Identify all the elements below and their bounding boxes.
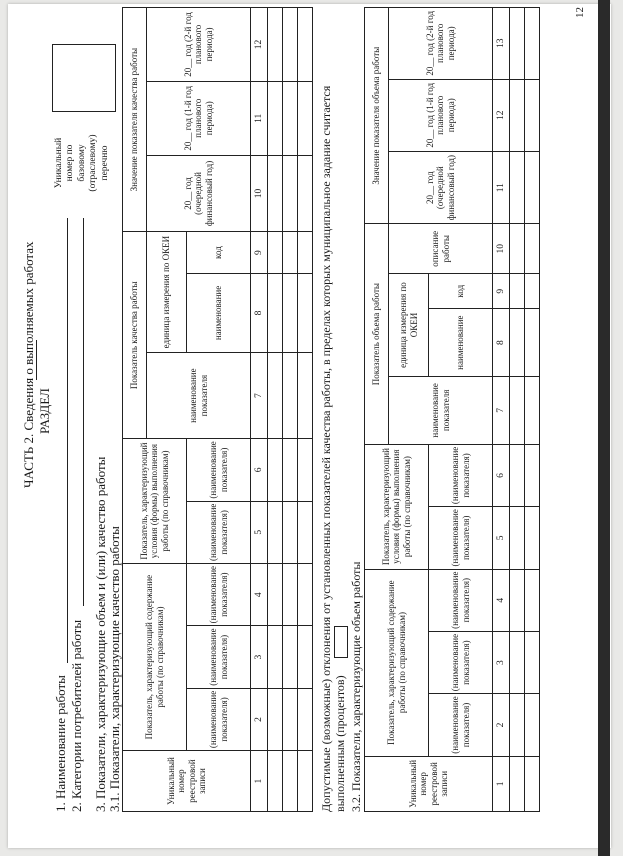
column-number: 12: [493, 79, 510, 151]
column-number: 11: [493, 151, 510, 224]
col-quality-indicator: Показатель качества работы: [123, 232, 147, 439]
column-number: 2: [251, 688, 268, 750]
scanned-page: [8, 4, 611, 848]
col-unit-name: наименование: [429, 309, 493, 377]
column-number: 8: [251, 273, 268, 352]
quality-table: [122, 7, 313, 812]
col-year-1: 20__ год (очередной финансовый год): [389, 151, 493, 224]
column-number: 6: [493, 444, 510, 506]
column-number: 3: [251, 626, 268, 688]
col-content-indicator: Показатель, характеризующий содержание работы (по справочникам): [365, 569, 429, 756]
deviation-text-2: выполненным (процентов): [333, 675, 347, 812]
table-row: [510, 8, 525, 812]
table-row: [525, 8, 540, 812]
consumer-category-line: [83, 218, 84, 606]
column-number: 9: [251, 232, 268, 274]
column-number: 6: [251, 439, 268, 501]
work-name-line: [67, 218, 68, 663]
scan-edge: [598, 0, 610, 856]
section-label: РАЗДЕЛ: [37, 388, 52, 434]
column-number: 1: [251, 751, 268, 812]
col-conditions-indicator: Показатель, характеризующий условия (формы) выполнения работы (по справочникам): [365, 444, 429, 569]
part-title: ЧАСТЬ 2. Сведения о выполняемых работах: [21, 241, 36, 488]
col-unit-name: наименование: [187, 273, 251, 352]
col-quality-value: Значение показателя качества работы: [123, 8, 147, 232]
rotated-content: [8, 4, 611, 848]
column-number: 4: [251, 563, 268, 625]
column-number: 13: [493, 8, 510, 80]
col-indicator-name: наименование показателя: [147, 353, 251, 439]
col-okei-unit: единица измерения по ОКЕИ: [389, 274, 429, 377]
col-unique-number: Уникальный номер реестровой записи: [365, 756, 493, 811]
col-sub-indicator: (наименование показателя): [429, 631, 493, 693]
section31-title: 3.1. Показатели, характеризующие качество работы: [107, 526, 122, 812]
column-number: 5: [493, 507, 510, 569]
consumer-category-label: 2. Категории потребителей работы: [69, 619, 84, 812]
col-sub-indicator: (наименование показателя): [187, 501, 251, 563]
table-row: [298, 8, 313, 812]
column-number: 7: [493, 377, 510, 445]
col-content-indicator: Показатель, характеризующий содержание работы (по справочникам): [123, 563, 187, 750]
col-indicator-name: наименование показателя: [389, 377, 493, 445]
col-sub-indicator: (наименование показателя): [429, 694, 493, 756]
table-row: [283, 8, 298, 812]
page-number: 12: [574, 7, 586, 18]
unique-number-label: Уникальный номер по базовому (отраслевому) перечню: [54, 134, 110, 192]
col-sub-indicator: (наименование показателя): [429, 569, 493, 631]
work-name-label: 1. Наименование работы: [53, 675, 68, 812]
column-number: 8: [493, 309, 510, 377]
deviation-percent-box: [334, 626, 348, 658]
col-unit-code: код: [429, 274, 493, 309]
col-sub-indicator: (наименование показателя): [429, 444, 493, 506]
col-unit-code: код: [187, 232, 251, 274]
col-year-3: 20__ год (2-й год планового периода): [147, 8, 251, 82]
section3-title: 3. Показатели, характеризующие объем и (или) качество работы: [93, 456, 108, 812]
deviation-text: Допустимые (возможные) отклонения от установленных показателей качества работы, в пределах которых муниципальное задание считается: [319, 85, 333, 812]
col-sub-indicator: (наименование показателя): [187, 439, 251, 501]
col-sub-indicator: (наименование показателя): [429, 507, 493, 569]
col-sub-indicator: (наименование показателя): [187, 563, 251, 625]
column-number: 3: [493, 631, 510, 693]
unique-number-box: [52, 44, 116, 112]
column-number: 1: [493, 756, 510, 811]
column-number: 10: [251, 155, 268, 232]
volume-table: [364, 7, 540, 812]
col-unique-number: Уникальный номер реестровой записи: [123, 751, 251, 812]
column-number: 7: [251, 353, 268, 439]
col-year-1: 20__ год (очередной финансовый год): [147, 155, 251, 232]
col-conditions-indicator: Показатель, характеризующий условия (формы) выполнения работы (по справочникам): [123, 439, 187, 564]
column-number: 11: [251, 81, 268, 155]
column-number: 10: [493, 224, 510, 274]
col-okei-unit: единица измерения по ОКЕИ: [147, 232, 187, 353]
column-number: 9: [493, 274, 510, 309]
col-year-2: 20__ год (1-й год планового периода): [389, 79, 493, 151]
col-year-2: 20__ год (1-й год планового периода): [147, 81, 251, 155]
col-sub-indicator: (наименование показателя): [187, 688, 251, 750]
col-volume-indicator: Показатель объема работы: [365, 224, 389, 444]
col-sub-indicator: (наименование показателя): [187, 626, 251, 688]
column-number: 12: [251, 8, 268, 82]
column-number: 5: [251, 501, 268, 563]
col-year-3: 20__ год (2-й год планового периода): [389, 8, 493, 80]
section-number-line: [36, 340, 37, 380]
column-number: 4: [493, 569, 510, 631]
section32-title: 3.2. Показатели, характеризующие объем работы: [349, 561, 363, 812]
column-number: 2: [493, 694, 510, 756]
col-work-description: описание работы: [389, 224, 493, 274]
col-volume-value: Значение показателя объема работы: [365, 8, 389, 224]
table-row: [268, 8, 283, 812]
